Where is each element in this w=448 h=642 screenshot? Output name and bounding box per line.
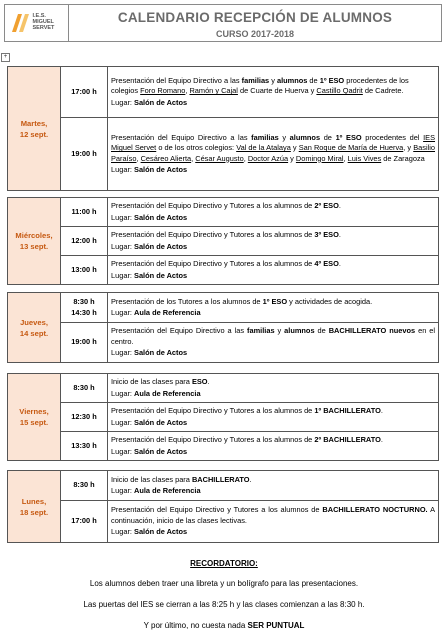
day-table-miercoles [7,197,439,285]
session-time: 8:30 h [61,374,108,403]
day-table-viernes [7,373,439,461]
table-move-handle[interactable]: + [1,53,10,62]
logo-text: I.E.S. MIGUEL SERVET [32,13,55,31]
reminder-title: RECORDATORIO: [190,559,258,568]
session-time: 19:00 h [61,323,108,363]
session-time: 12:00 h [61,227,108,256]
reminder-line: Los alumnos deben traer una libreta y un bolígrafo para las presentaciones. [89,579,359,588]
logo-mark-icon [10,12,32,34]
day-table-martes [7,66,439,191]
document-header [4,4,442,42]
session-description: Presentación del Equipo Directivo y Tutores a los alumnos de 2º BACHILLERATO. Lugar: Salón de Actos [108,432,439,461]
session-description: Presentación del Equipo Directivo y Tutores a los alumnos de BACHILLERATO NOCTURNO. A continuación, inicio de las clases lectivas. Lugar: Salón de Actos [108,501,439,543]
session-description: Presentación del Equipo Directivo y Tutores a los alumnos de 2º ESO. Lugar: Salón de Actos [108,198,439,227]
day-table-lunes [7,470,439,543]
session-time: 17:00 h [61,501,108,543]
session-description: Presentación del Equipo Directivo a las familias y alumnos de BACHILLERATO nuevos en el centro. Lugar: Salón de Actos [108,323,439,363]
session-time: 13:30 h [61,432,108,461]
reminder-line: Y por último, no cuesta nada SER PUNTUAL [143,621,305,630]
session-time: 12:30 h [61,403,108,432]
punctual-emphasis: SER PUNTUAL [247,621,305,630]
session-time: 13:00 h [61,256,108,285]
day-label: Jueves, 14 sept. [8,293,61,363]
reminder-line: Las puertas del IES se cierran a las 8:25 h y las clases comienzan a las 8:30 h. [83,600,365,609]
session-description: Presentación del Equipo Directivo y Tutores a los alumnos de 1º BACHILLERATO. Lugar: Salón de Actos [108,403,439,432]
session-time: 17:00 h [61,67,108,118]
title-cell [69,5,441,41]
session-description: Inicio de las clases para BACHILLERATO. Lugar: Aula de Referencia [108,471,439,501]
day-table-jueves [7,292,439,363]
session-time: 8:30 h 14:30 h [61,293,108,323]
day-label: Lunes, 18 sept. [8,471,61,543]
session-time: 8:30 h [61,471,108,501]
session-description: Inicio de las clases para ESO. Lugar: Aula de Referencia [108,374,439,403]
session-time: 19:00 h [61,118,108,191]
day-label: Martes, 12 sept. [8,67,61,191]
session-description: Presentación del Equipo Directivo a las familias y alumnos de 1º ESO procedentes del IES Miguel Servet o de los otros colegios: Val de la Atalaya y San Roque de María de Huerva, y Basilio Paraíso, Cesáreo Alierta, César Augusto, Doctor Azúa y Domingo Miral, Luis Vives de Zaragoza Lugar: Salón de Actos [108,118,439,191]
session-description: Presentación del Equipo Directivo a las familias y alumnos de 1º ESO procedentes de los colegios Foro Romano, Ramón y Cajal de Cuarte de Huerva y Castillo Qadrit de Cadrete. Lugar: Salón de Actos [108,67,439,118]
day-label: Viernes, 15 sept. [8,374,61,461]
page-title: CALENDARIO RECEPCIÓN DE ALUMNOS [117,10,393,25]
logo-cell [5,5,69,41]
day-label: Miércoles, 13 sept. [8,198,61,285]
page-subtitle: CURSO 2017-2018 [215,29,295,39]
school-logo [10,9,64,37]
session-description: Presentación del Equipo Directivo y Tutores a los alumnos de 3º ESO. Lugar: Salón de Actos [108,227,439,256]
session-description: Presentación del Equipo Directivo y Tutores a los alumnos de 4º ESO. Lugar: Salón de Actos [108,256,439,285]
session-time: 11:00 h [61,198,108,227]
session-description: Presentación de los Tutores a los alumnos de 1º ESO y actividades de acogida. Lugar: Aula de Referencia [108,293,439,323]
